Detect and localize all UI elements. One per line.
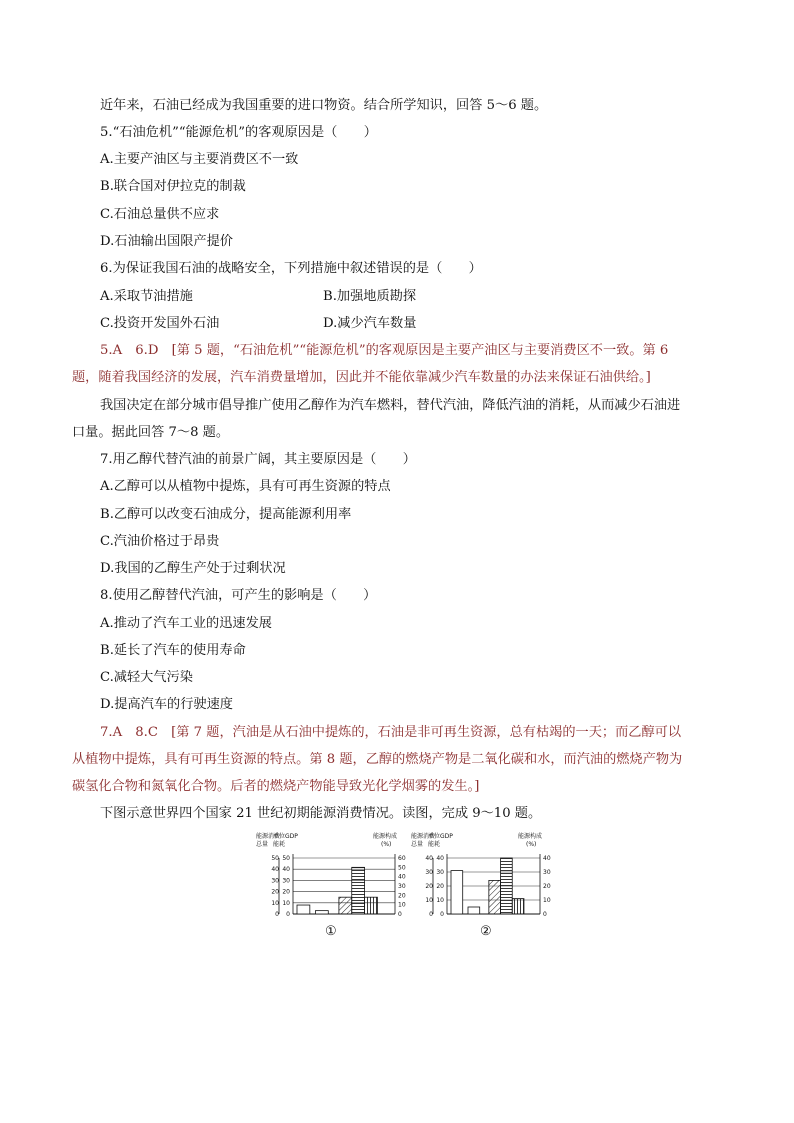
chart-1-right-tick-label: 20 — [398, 892, 406, 900]
q8-option-b: B.延长了汽车的使用寿命 — [100, 643, 246, 658]
chart-1-label-consumption: 能源消费 — [256, 833, 281, 840]
question-5: 5.“石油危机”“能源危机”的客观原因是（ ） — [100, 125, 377, 140]
q7-option-c: C.汽油价格过于昂贵 — [100, 534, 220, 549]
chart-2-left-tick-label: 40 — [436, 855, 444, 862]
chart-1-label-gdp-2: 能耗 — [273, 841, 286, 848]
chart-1-label-structure-2: (%) — [381, 841, 392, 848]
chart-1-right-tick-label: 60 — [398, 855, 406, 862]
chart-1-right-tick-label: 40 — [398, 873, 406, 881]
intro-q5-6: 近年来，石油已经成为我国重要的进口物资。结合所学知识，回答 5～6 题。 — [100, 98, 548, 113]
chart-1-right-tick-label: 0 — [398, 911, 402, 918]
chart-1-left-tick-label-outer: 20 — [271, 888, 279, 896]
chart-2-left-tick-label-outer: 0 — [429, 911, 433, 918]
chart-2-bar-5 — [512, 899, 524, 914]
chart-2-right-tick-label: 40 — [543, 855, 551, 862]
intro-q7-8-line2: 口量。据此回答 7～8 题。 — [72, 425, 230, 440]
q7-option-b: B.乙醇可以改变石油成分，提高能源利用率 — [100, 507, 352, 522]
chart-2-label-gdp: 单位GDP — [428, 833, 453, 840]
q6-option-c: C.投资开发国外石油 — [100, 316, 220, 331]
chart-2-bar-2 — [468, 907, 480, 914]
intro-q9-10: 下图示意世界四个国家 21 世纪初期能源消费情况。读图，完成 9～10 题。 — [100, 806, 542, 821]
chart-2-bar-1 — [451, 871, 463, 914]
chart-2-left-tick-label-outer: 30 — [425, 869, 433, 876]
q6-option-a: A.采取节油措施 — [100, 289, 193, 304]
chart-1-left-tick-label: 10 — [282, 899, 290, 907]
chart-1-left-tick-label-outer: 50 — [271, 855, 279, 862]
q6-option-d: D.减少汽车数量 — [323, 316, 417, 331]
chart-1-left-tick-label: 30 — [282, 877, 290, 885]
chart-2-right-tick-label: 10 — [543, 897, 551, 904]
chart-2-bar-4 — [501, 858, 513, 914]
chart-2-label-consumption-2: 总量 — [411, 841, 424, 848]
chart-1-left-tick-label: 40 — [282, 866, 290, 874]
chart-1-left-tick-label: 0 — [286, 911, 290, 918]
chart-2-left-tick-label: 0 — [440, 911, 444, 918]
q8-option-c: C.减轻大气污染 — [100, 670, 193, 685]
energy-charts-figure — [255, 830, 555, 942]
chart-1-right-tick-label: 30 — [398, 883, 406, 890]
chart-1-bar-4 — [352, 867, 365, 914]
chart-2-label-consumption: 能源消费 — [411, 833, 436, 840]
answer-5-6-line2: 题，随着我国经济的发展，汽车消费量增加，因此并不能依靠减少汽车数量的办法来保证石油供给。] — [72, 370, 651, 385]
q5-option-c: C.石油总量供不应求 — [100, 207, 220, 222]
chart-1-right-tick-label: 10 — [398, 901, 406, 909]
chart-1-left-tick-label: 50 — [282, 855, 290, 862]
q5-option-d: D.石油输出国限产提价 — [100, 234, 233, 249]
chart-1-right-tick-label: 50 — [398, 864, 406, 872]
answer-7-8-line1: 7.A 8.C [第 7 题，汽油是从石油中提炼的，石油是非可再生资源，总有枯竭的一天；而乙醇可以 — [100, 725, 682, 740]
question-8: 8.使用乙醇替代汽油，可产生的影响是（ ） — [100, 588, 377, 603]
answer-7-8-line2: 从植物中提炼，具有可再生资源的特点。第 8 题，乙醇的燃烧产物是二氧化碳和水，而汽油的燃烧产物为 — [72, 752, 683, 767]
chart-2-left-tick-label-outer: 20 — [425, 883, 433, 890]
chart-2-label-structure-2: (%) — [526, 841, 537, 848]
chart-2-label-gdp-2: 能耗 — [428, 841, 441, 848]
chart-1-left-tick-label-outer: 40 — [271, 866, 279, 874]
chart-2-left-tick-label: 10 — [436, 897, 444, 904]
chart-2-left-tick-label: 30 — [436, 869, 444, 876]
q7-option-d: D.我国的乙醇生产处于过剩状况 — [100, 561, 286, 576]
chart-2-right-tick-label: 30 — [543, 869, 551, 876]
q5-option-b: B.联合国对伊拉克的制裁 — [100, 179, 246, 194]
chart-2-left-tick-label-outer: 40 — [425, 855, 433, 862]
answer-7-8-line3: 碳氢化合物和氮氧化合物。后者的燃烧产物能导致光化学烟雾的发生。] — [72, 779, 480, 794]
question-7: 7.用乙醇代替汽油的前景广阔，其主要原因是（ ） — [100, 452, 416, 467]
chart-2-label-structure: 能源构成 — [518, 833, 543, 840]
chart-1-left-tick-label-outer: 0 — [275, 911, 279, 918]
chart-2-left-tick-label: 20 — [436, 883, 444, 890]
chart-1-caption: ① — [325, 924, 337, 939]
intro-q7-8-line1: 我国决定在部分城市倡导推广使用乙醇作为汽车燃料，替代汽油，降低汽油的消耗，从而减少石油进 — [100, 398, 681, 413]
chart-1-bar-5 — [365, 897, 378, 914]
question-6: 6.为保证我国石油的战略安全，下列措施中叙述错误的是（ ） — [100, 261, 482, 276]
q6-option-b: B.加强地质勘探 — [323, 289, 417, 304]
chart-1-left-tick-label-outer: 30 — [271, 877, 279, 885]
chart-1-bar-1 — [297, 905, 310, 914]
chart-2-bar-3 — [489, 880, 501, 914]
answer-5-6-line1: 5.A 6.D [第 5 题，“石油危机”“能源危机”的客观原因是主要产油区与主要消费区不一致。第 6 — [100, 343, 669, 358]
q8-option-d: D.提高汽车的行驶速度 — [100, 697, 233, 712]
q8-option-a: A.推动了汽车工业的迅速发展 — [100, 616, 272, 631]
chart-1-label-structure: 能源构成 — [373, 833, 398, 840]
energy-charts-svg — [255, 830, 555, 942]
chart-2-left-tick-label-outer: 10 — [425, 897, 433, 904]
chart-2-right-tick-label: 20 — [543, 883, 551, 890]
chart-1-bar-2 — [315, 911, 328, 914]
q5-option-a: A.主要产油区与主要消费区不一致 — [100, 152, 299, 167]
chart-2-right-tick-label: 0 — [543, 911, 547, 918]
chart-1-label-gdp: 单位GDP — [273, 833, 298, 840]
q7-option-a: A.乙醇可以从植物中提炼，具有可再生资源的特点 — [100, 479, 391, 494]
chart-1-left-tick-label-outer: 10 — [271, 899, 279, 907]
chart-1-left-tick-label: 20 — [282, 888, 290, 896]
chart-1-label-consumption-2: 总量 — [256, 841, 269, 848]
chart-1-bar-3 — [339, 897, 352, 914]
chart-2-caption: ② — [480, 924, 492, 939]
